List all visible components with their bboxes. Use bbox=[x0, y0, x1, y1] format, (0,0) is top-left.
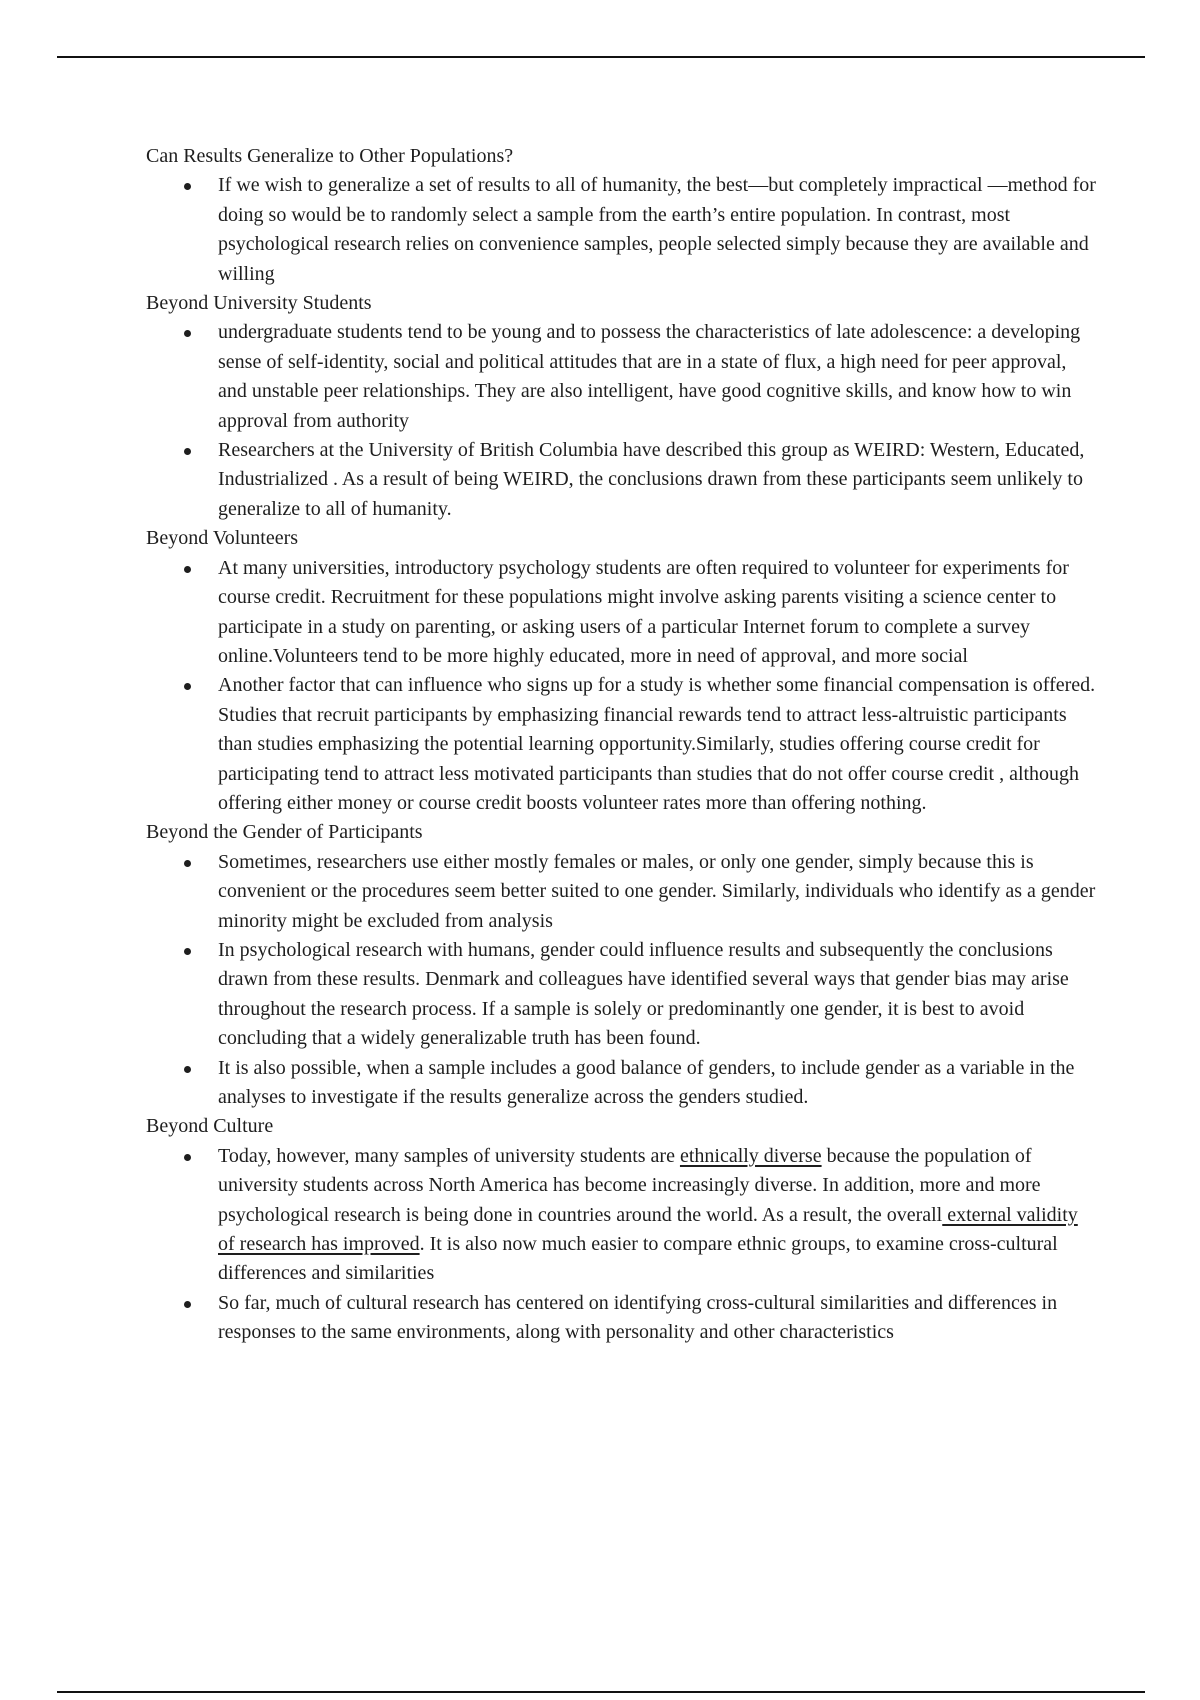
bullet-icon bbox=[184, 948, 191, 955]
underlined-phrase-ethnically-diverse: ethnically diverse bbox=[679, 1144, 822, 1167]
section-heading-culture: Beyond Culture bbox=[146, 1115, 274, 1138]
bullet-icon bbox=[184, 448, 191, 455]
bullet-text-part: Today, however, many samples of university students are bbox=[218, 1144, 680, 1167]
bullet-icon bbox=[184, 683, 191, 690]
bullet-icon bbox=[184, 860, 191, 867]
list-item bbox=[146, 436, 1096, 524]
list-item bbox=[146, 171, 1096, 289]
bullet-text: If we wish to generalize a set of results to all of humanity, the best—but completely impractical —method for doing so would be to randomly select a sample from the earth’s entire population. In contrast, most psychological research relies on convenience samples, people selected simply because they are available and willing bbox=[218, 174, 1096, 285]
list-item bbox=[146, 1054, 1096, 1113]
bullet-text: undergraduate students tend to be young and to possess the characteristics of late adolescence: a developing sense of self-identity, social and political attitudes that are in a state of flux, a high need for peer approval, and unstable peer relationships. They are also intelligent, have good cognitive skills, and know how to win approval from authority bbox=[218, 321, 1081, 432]
bullet-list-generalize bbox=[146, 171, 1096, 289]
bullet-text: Another factor that can influence who signs up for a study is whether some financial compensation is offered. Studies that recruit participants by emphasizing financial rewards tend to attract less-altruistic participants than studies emphasizing the potential learning opportunity.Similarly, studies offering course credit for participating tend to attract less motivated participants than studies that do not offer course credit , although offering either money or course credit boosts volunteer rates more than offering nothing. bbox=[218, 674, 1096, 814]
bullet-icon bbox=[184, 566, 191, 573]
section-heading-university-students: Beyond University Students bbox=[146, 292, 372, 315]
bullet-text: It is also possible, when a sample includes a good balance of genders, to include gender as a variable in the analyses to investigate if the results generalize across the genders studied. bbox=[218, 1056, 1075, 1108]
section-heading-volunteers: Beyond Volunteers bbox=[146, 527, 299, 550]
bullet-text: In psychological research with humans, gender could influence results and subsequently the conclusions drawn from these results. Denmark and colleagues have identified several ways that gender bias may arise throughout the research process. If a sample is solely or predominantly one gender, it is best to avoid concluding that a widely generalizable truth has been found. bbox=[218, 938, 1069, 1050]
bullet-text-part: . It is also now much easier to compare ethnic groups, to examine cross-cultural differences and similarities bbox=[218, 1233, 1058, 1285]
bullet-text: Sometimes, researchers use either mostly females or males, or only one gender, simply because this is convenient or the procedures seem better suited to one gender. Similarly, individuals who identify as a gender minority might be excluded from analysis bbox=[218, 850, 1096, 932]
bullet-text: So far, much of cultural research has centered on identifying cross-cultural similarities and differences in responses to the same environments, along with personality and other characteristics bbox=[218, 1291, 1058, 1344]
bullet-icon bbox=[184, 183, 191, 190]
bullet-list-gender bbox=[146, 848, 1096, 1113]
list-item bbox=[146, 1142, 1096, 1289]
bullet-text: Researchers at the University of British Columbia have described this group as WEIRD: Western, Educated, Industrialized . As a result of being WEIRD, the conclusions drawn from these participants seem unlikely to generalize to all of humanity. bbox=[218, 439, 1085, 520]
bullet-icon bbox=[184, 1301, 191, 1308]
section-heading-generalize: Can Results Generalize to Other Populations? bbox=[146, 145, 514, 167]
bullet-list-university-students bbox=[146, 318, 1096, 524]
bullet-text: At many universities, introductory psychology students are often required to volunteer for experiments for course credit. Recruitment for these populations might involve asking parents visiting a science center to participate in a study on parenting, or asking users of a particular Internet forum to complete a survey online.Volunteers tend to be more highly educated, more in need of approval, and more social bbox=[218, 556, 1069, 667]
section-heading-gender: Beyond the Gender of Participants bbox=[146, 821, 423, 844]
bullet-icon bbox=[184, 1154, 191, 1161]
bullet-icon bbox=[184, 1066, 191, 1073]
list-item bbox=[146, 318, 1096, 436]
list-item bbox=[146, 848, 1096, 936]
bullet-text-part: because the population of university students across North America has become increasingly diverse. In addition, more and more psychological research is being done in countries around the world. As a result, the overall bbox=[218, 1144, 1041, 1226]
document-body bbox=[146, 142, 1096, 1348]
bullet-icon bbox=[184, 330, 191, 337]
list-item bbox=[146, 1289, 1096, 1348]
top-rule bbox=[57, 56, 1145, 58]
bullet-list-culture bbox=[146, 1142, 1096, 1348]
bullet-list-volunteers bbox=[146, 554, 1096, 819]
underlined-phrase-external-validity: external validity of research has improved bbox=[218, 1203, 1078, 1256]
list-item bbox=[146, 936, 1096, 1054]
list-item bbox=[146, 554, 1096, 672]
list-item bbox=[146, 671, 1096, 818]
bottom-rule bbox=[57, 1691, 1145, 1693]
